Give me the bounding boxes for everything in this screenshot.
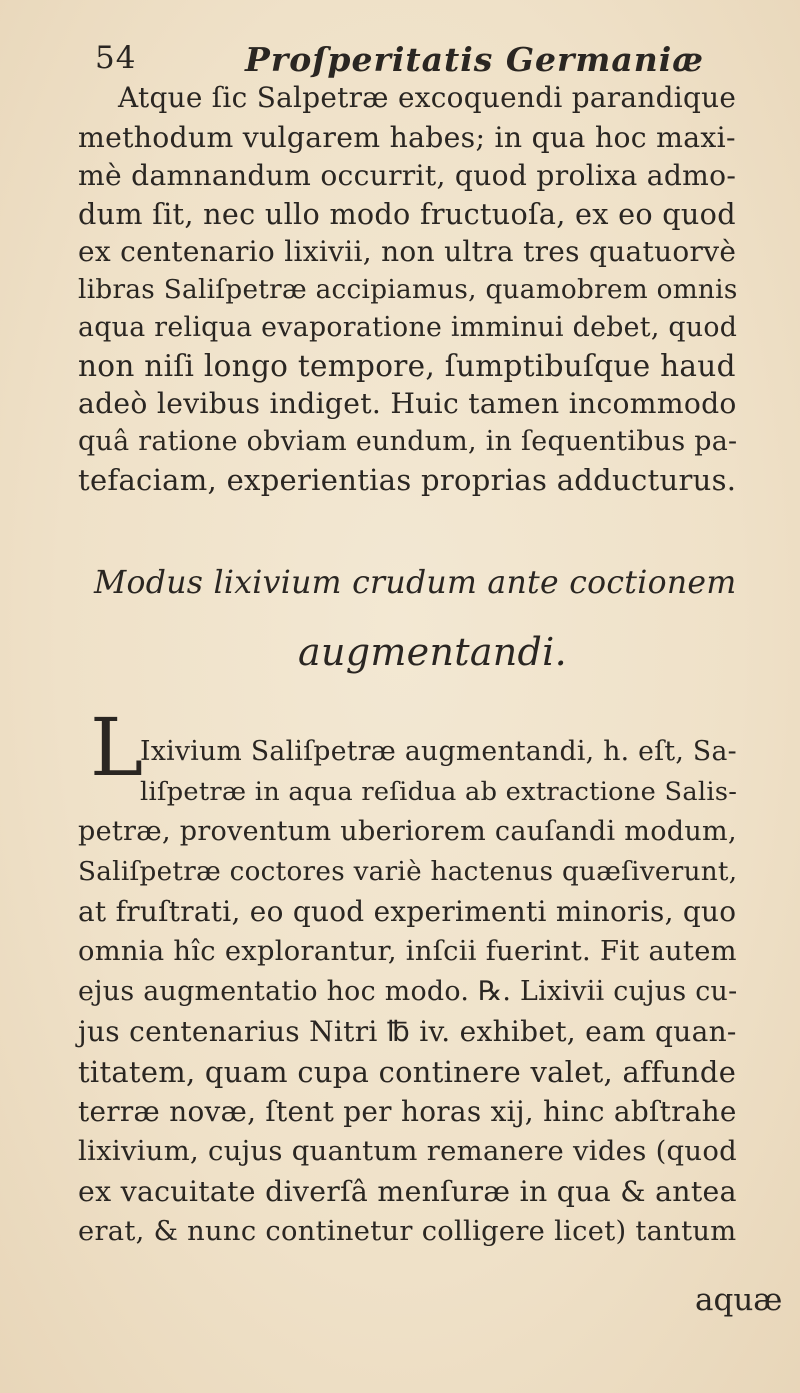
drop-cap: L <box>90 701 144 794</box>
section-heading-line-1: Modus lixivium crudum ante coctionem <box>94 565 737 601</box>
section-heading-line-2: augmentandi. <box>298 630 568 674</box>
text-line: ejus augmentatio hoc modo. ℞. Lixivii cujus cu- <box>78 976 738 1007</box>
text-line: Saliſpetræ coctores variè hactenus quæſiverunt, <box>78 857 738 887</box>
text-line: methodum vulgarem habes; in qua hoc maxi- <box>78 121 736 154</box>
text-line: aqua reliqua evaporatione imminui debet, quod <box>78 312 738 343</box>
text-line: Atque ſic Salpetræ excoquendi parandique <box>118 81 737 114</box>
text-line: ex vacuitate diverſâ menſuræ in qua & antea <box>78 1175 737 1208</box>
catchword: aquæ <box>695 1282 783 1318</box>
text-line: erat, & nunc continetur colligere licet) tantum <box>78 1216 737 1247</box>
text-line: quâ ratione obviam eundum, in ſequentibus pa- <box>78 426 738 457</box>
text-line: petræ, proventum uberiorem cauſandi modum, <box>78 816 737 847</box>
text-line: adeò levibus indiget. Huic tamen incommodo <box>78 387 737 420</box>
text-line: mè damnandum occurrit, quod prolixa admo- <box>78 159 737 192</box>
text-line: omnia hîc explorantur, inſcii fuerint. Fit autem <box>78 936 737 967</box>
text-line: titatem, quam cupa continere valet, affunde <box>78 1055 737 1089</box>
text-line: dum ſit, nec ullo modo fructuoſa, ex eo quod <box>78 197 736 231</box>
text-line: non niſi longo tempore, ſumptibuſque haud <box>78 349 736 383</box>
text-line: jus centenarius Nitri ℔ iv. exhibet, eam quan- <box>78 1015 737 1048</box>
text-line: libras Saliſpetræ accipiamus, quamobrem omnis <box>78 275 738 305</box>
text-line: ex centenario lixivii, non ultra tres quatuorvè <box>78 235 737 268</box>
text-line: lixivium, cujus quantum remanere vides (quod <box>78 1136 737 1167</box>
text-line: liſpetræ in aqua reſidua ab extractione Salis- <box>140 777 738 807</box>
text-line: tefaciam, experientias proprias adducturus. <box>78 463 737 497</box>
text-line: terræ novæ, ſtent per horas xij, hinc abſtrahe <box>78 1095 737 1128</box>
text-line: at fruſtrati, eo quod experimenti minoris, quo <box>78 895 737 928</box>
page-number: 54 <box>95 40 137 76</box>
text-line: Ixivium Saliſpetræ augmentandi, h. eſt, Sa- <box>140 736 737 767</box>
running-title: Proſperitatis Germaniæ <box>245 40 705 79</box>
